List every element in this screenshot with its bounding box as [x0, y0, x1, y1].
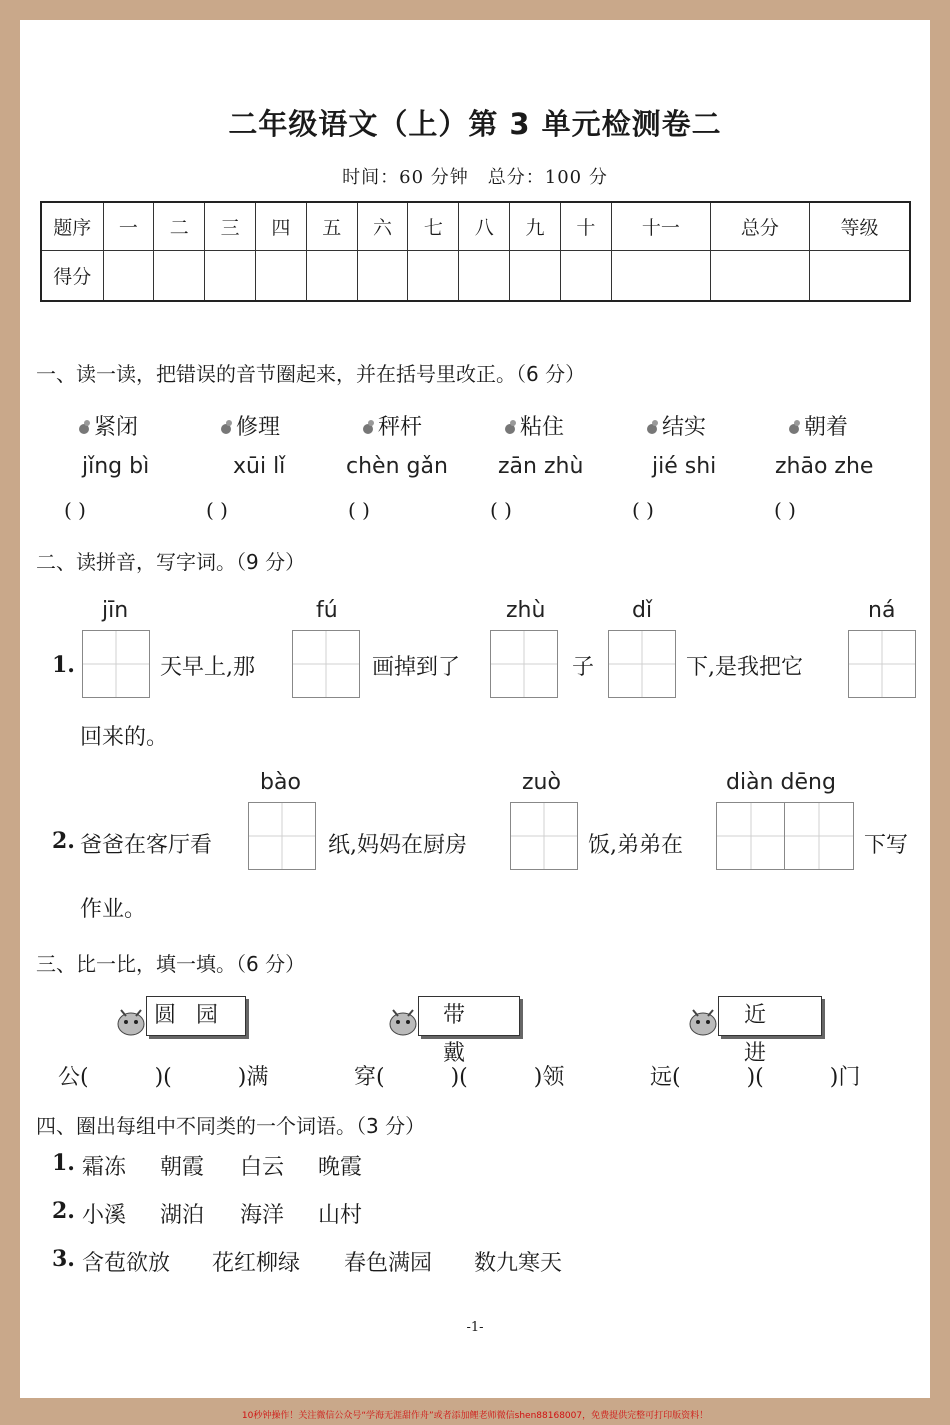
- compare-box-1: 圆园: [146, 996, 246, 1036]
- pinyin-hint: zhù: [506, 598, 546, 623]
- sentence-text: 下写: [864, 833, 909, 858]
- sentence-text: 爸爸在客厅看: [80, 833, 213, 858]
- page-title: 二年级语文（上）第 3 单元检测卷二: [228, 107, 722, 141]
- writing-box[interactable]: [848, 630, 916, 698]
- question-number: 1.: [52, 1150, 75, 1176]
- score-cell[interactable]: [255, 250, 306, 301]
- choice-word[interactable]: 朝霞: [160, 1155, 205, 1180]
- answer-parentheses[interactable]: ( ): [774, 498, 796, 522]
- column-header: 一: [103, 202, 154, 250]
- score-cell[interactable]: [205, 250, 256, 301]
- bug-icon: [360, 418, 376, 436]
- sentence-text: 饭,弟弟在: [588, 833, 683, 858]
- pinyin-hint: fú: [316, 598, 338, 623]
- choice-word[interactable]: 山村: [318, 1203, 363, 1228]
- section4-heading: 四、圈出每组中不同类的一个词语。（3 分）: [36, 1114, 426, 1138]
- pinyin-hint: zuò: [522, 770, 561, 795]
- answer-parentheses[interactable]: ( ): [632, 498, 654, 522]
- choice-word[interactable]: 湖泊: [160, 1203, 205, 1228]
- fill-blank-row[interactable]: 远( )( )门: [650, 1065, 861, 1090]
- section1-heading: 一、读一读，把错误的音节圈起来，并在括号里改正。（6 分）: [36, 362, 586, 386]
- fill-blank-row[interactable]: 公( )( )满: [58, 1065, 269, 1090]
- column-header: 总分: [710, 202, 809, 250]
- worksheet-page: [20, 20, 930, 1398]
- mascot-icon: [114, 1002, 148, 1038]
- section1-pinyin-5: jié shi: [652, 454, 717, 479]
- choice-word[interactable]: 白云: [240, 1155, 285, 1180]
- section1-word-4: 粘住: [502, 410, 564, 441]
- section1-word-5: 结实: [644, 410, 706, 441]
- score-table: [40, 201, 911, 302]
- pinyin-hint: bào: [260, 770, 301, 795]
- section1-pinyin-4: zān zhù: [498, 454, 584, 479]
- question-number: 2.: [52, 828, 75, 854]
- choice-word[interactable]: 海洋: [240, 1203, 285, 1228]
- column-header: 七: [408, 202, 459, 250]
- bug-icon: [76, 418, 92, 436]
- score-table-score-row: [41, 250, 910, 301]
- writing-box[interactable]: [608, 630, 676, 698]
- writing-box-double[interactable]: [716, 802, 854, 870]
- question-number: 2.: [52, 1198, 75, 1224]
- score-cell[interactable]: [103, 250, 154, 301]
- column-header: 等级: [809, 202, 910, 250]
- section1-word-2: 修理: [218, 410, 280, 441]
- score-cell[interactable]: [510, 250, 561, 301]
- column-header: 十一: [611, 202, 710, 250]
- score-cell[interactable]: [154, 250, 205, 301]
- score-cell[interactable]: [560, 250, 611, 301]
- bug-icon: [218, 418, 234, 436]
- bug-icon: [786, 418, 802, 436]
- column-header: 六: [357, 202, 408, 250]
- answer-parentheses[interactable]: ( ): [490, 498, 512, 522]
- exam-info: 时间：60 分钟 总分：100 分: [342, 167, 608, 188]
- choice-word[interactable]: 小溪: [82, 1203, 127, 1228]
- promo-footer: 10秒钟操作！关注微信公众号“学海无涯甜作舟”或者添加鲤老师微信shen88168007，免费提供完整可打印版资料！: [241, 1411, 709, 1421]
- question-number: 3.: [52, 1246, 75, 1272]
- pinyin-hint: dǐ: [632, 598, 653, 623]
- row-label: 得分: [41, 250, 103, 301]
- sentence-text: 天早上,那: [160, 655, 255, 680]
- writing-box[interactable]: [248, 802, 316, 870]
- sentence-text: 画掉到了: [372, 655, 461, 680]
- choice-word[interactable]: 春色满园: [344, 1251, 433, 1276]
- section1-word-1: 紧闭: [76, 410, 138, 441]
- choice-word[interactable]: 含苞欲放: [82, 1251, 171, 1276]
- choice-word[interactable]: 晚霞: [318, 1155, 363, 1180]
- section2-heading: 二、读拼音，写字词。（9 分）: [36, 550, 306, 574]
- score-cell[interactable]: [459, 250, 510, 301]
- column-header: 五: [306, 202, 357, 250]
- bug-icon: [502, 418, 518, 436]
- answer-parentheses[interactable]: ( ): [348, 498, 370, 522]
- column-header: 三: [205, 202, 256, 250]
- score-cell[interactable]: [710, 250, 809, 301]
- sentence-text: 回来的。: [80, 725, 169, 750]
- row-label: 题序: [41, 202, 103, 250]
- score-cell[interactable]: [809, 250, 910, 301]
- writing-box[interactable]: [82, 630, 150, 698]
- bug-icon: [644, 418, 660, 436]
- column-header: 八: [459, 202, 510, 250]
- column-header: 九: [510, 202, 561, 250]
- choice-word[interactable]: 数九寒天: [474, 1251, 563, 1276]
- choice-word[interactable]: 霜冻: [82, 1155, 127, 1180]
- section3-heading: 三、比一比，填一填。（6 分）: [36, 952, 306, 976]
- column-header: 二: [154, 202, 205, 250]
- mascot-icon: [386, 1002, 420, 1038]
- sentence-text: 子: [572, 655, 595, 680]
- writing-box[interactable]: [510, 802, 578, 870]
- page-number: -1-: [466, 1320, 484, 1335]
- section1-pinyin-3: chèn gǎn: [346, 454, 448, 479]
- writing-box[interactable]: [490, 630, 558, 698]
- column-header: 四: [255, 202, 306, 250]
- answer-parentheses[interactable]: ( ): [206, 498, 228, 522]
- sentence-text: 下,是我把它: [686, 655, 803, 680]
- choice-word[interactable]: 花红柳绿: [212, 1251, 301, 1276]
- compare-box-3: 近进: [718, 996, 822, 1036]
- score-cell[interactable]: [611, 250, 710, 301]
- score-cell[interactable]: [357, 250, 408, 301]
- sentence-text: 作业。: [80, 897, 147, 922]
- pinyin-hint: ná: [868, 598, 896, 623]
- question-number: 1.: [52, 652, 75, 678]
- section1-word-3: 秤杆: [360, 410, 422, 441]
- pinyin-hint: diàn dēng: [726, 770, 836, 795]
- score-table-header-row: [41, 202, 910, 250]
- answer-parentheses[interactable]: ( ): [64, 498, 86, 522]
- section1-pinyin-6: zhāo zhe: [775, 454, 874, 479]
- pinyin-hint: jīn: [102, 598, 129, 623]
- section1-pinyin-1: jǐng bì: [82, 454, 150, 479]
- section1-pinyin-2: xūi lǐ: [233, 454, 286, 479]
- writing-box[interactable]: [292, 630, 360, 698]
- fill-blank-row[interactable]: 穿( )( )领: [354, 1065, 565, 1090]
- mascot-icon: [686, 1002, 720, 1038]
- score-cell[interactable]: [306, 250, 357, 301]
- score-cell[interactable]: [408, 250, 459, 301]
- column-header: 十: [560, 202, 611, 250]
- compare-box-2: 带戴: [418, 996, 520, 1036]
- sentence-text: 纸,妈妈在厨房: [328, 833, 467, 858]
- section1-word-6: 朝着: [786, 410, 848, 441]
